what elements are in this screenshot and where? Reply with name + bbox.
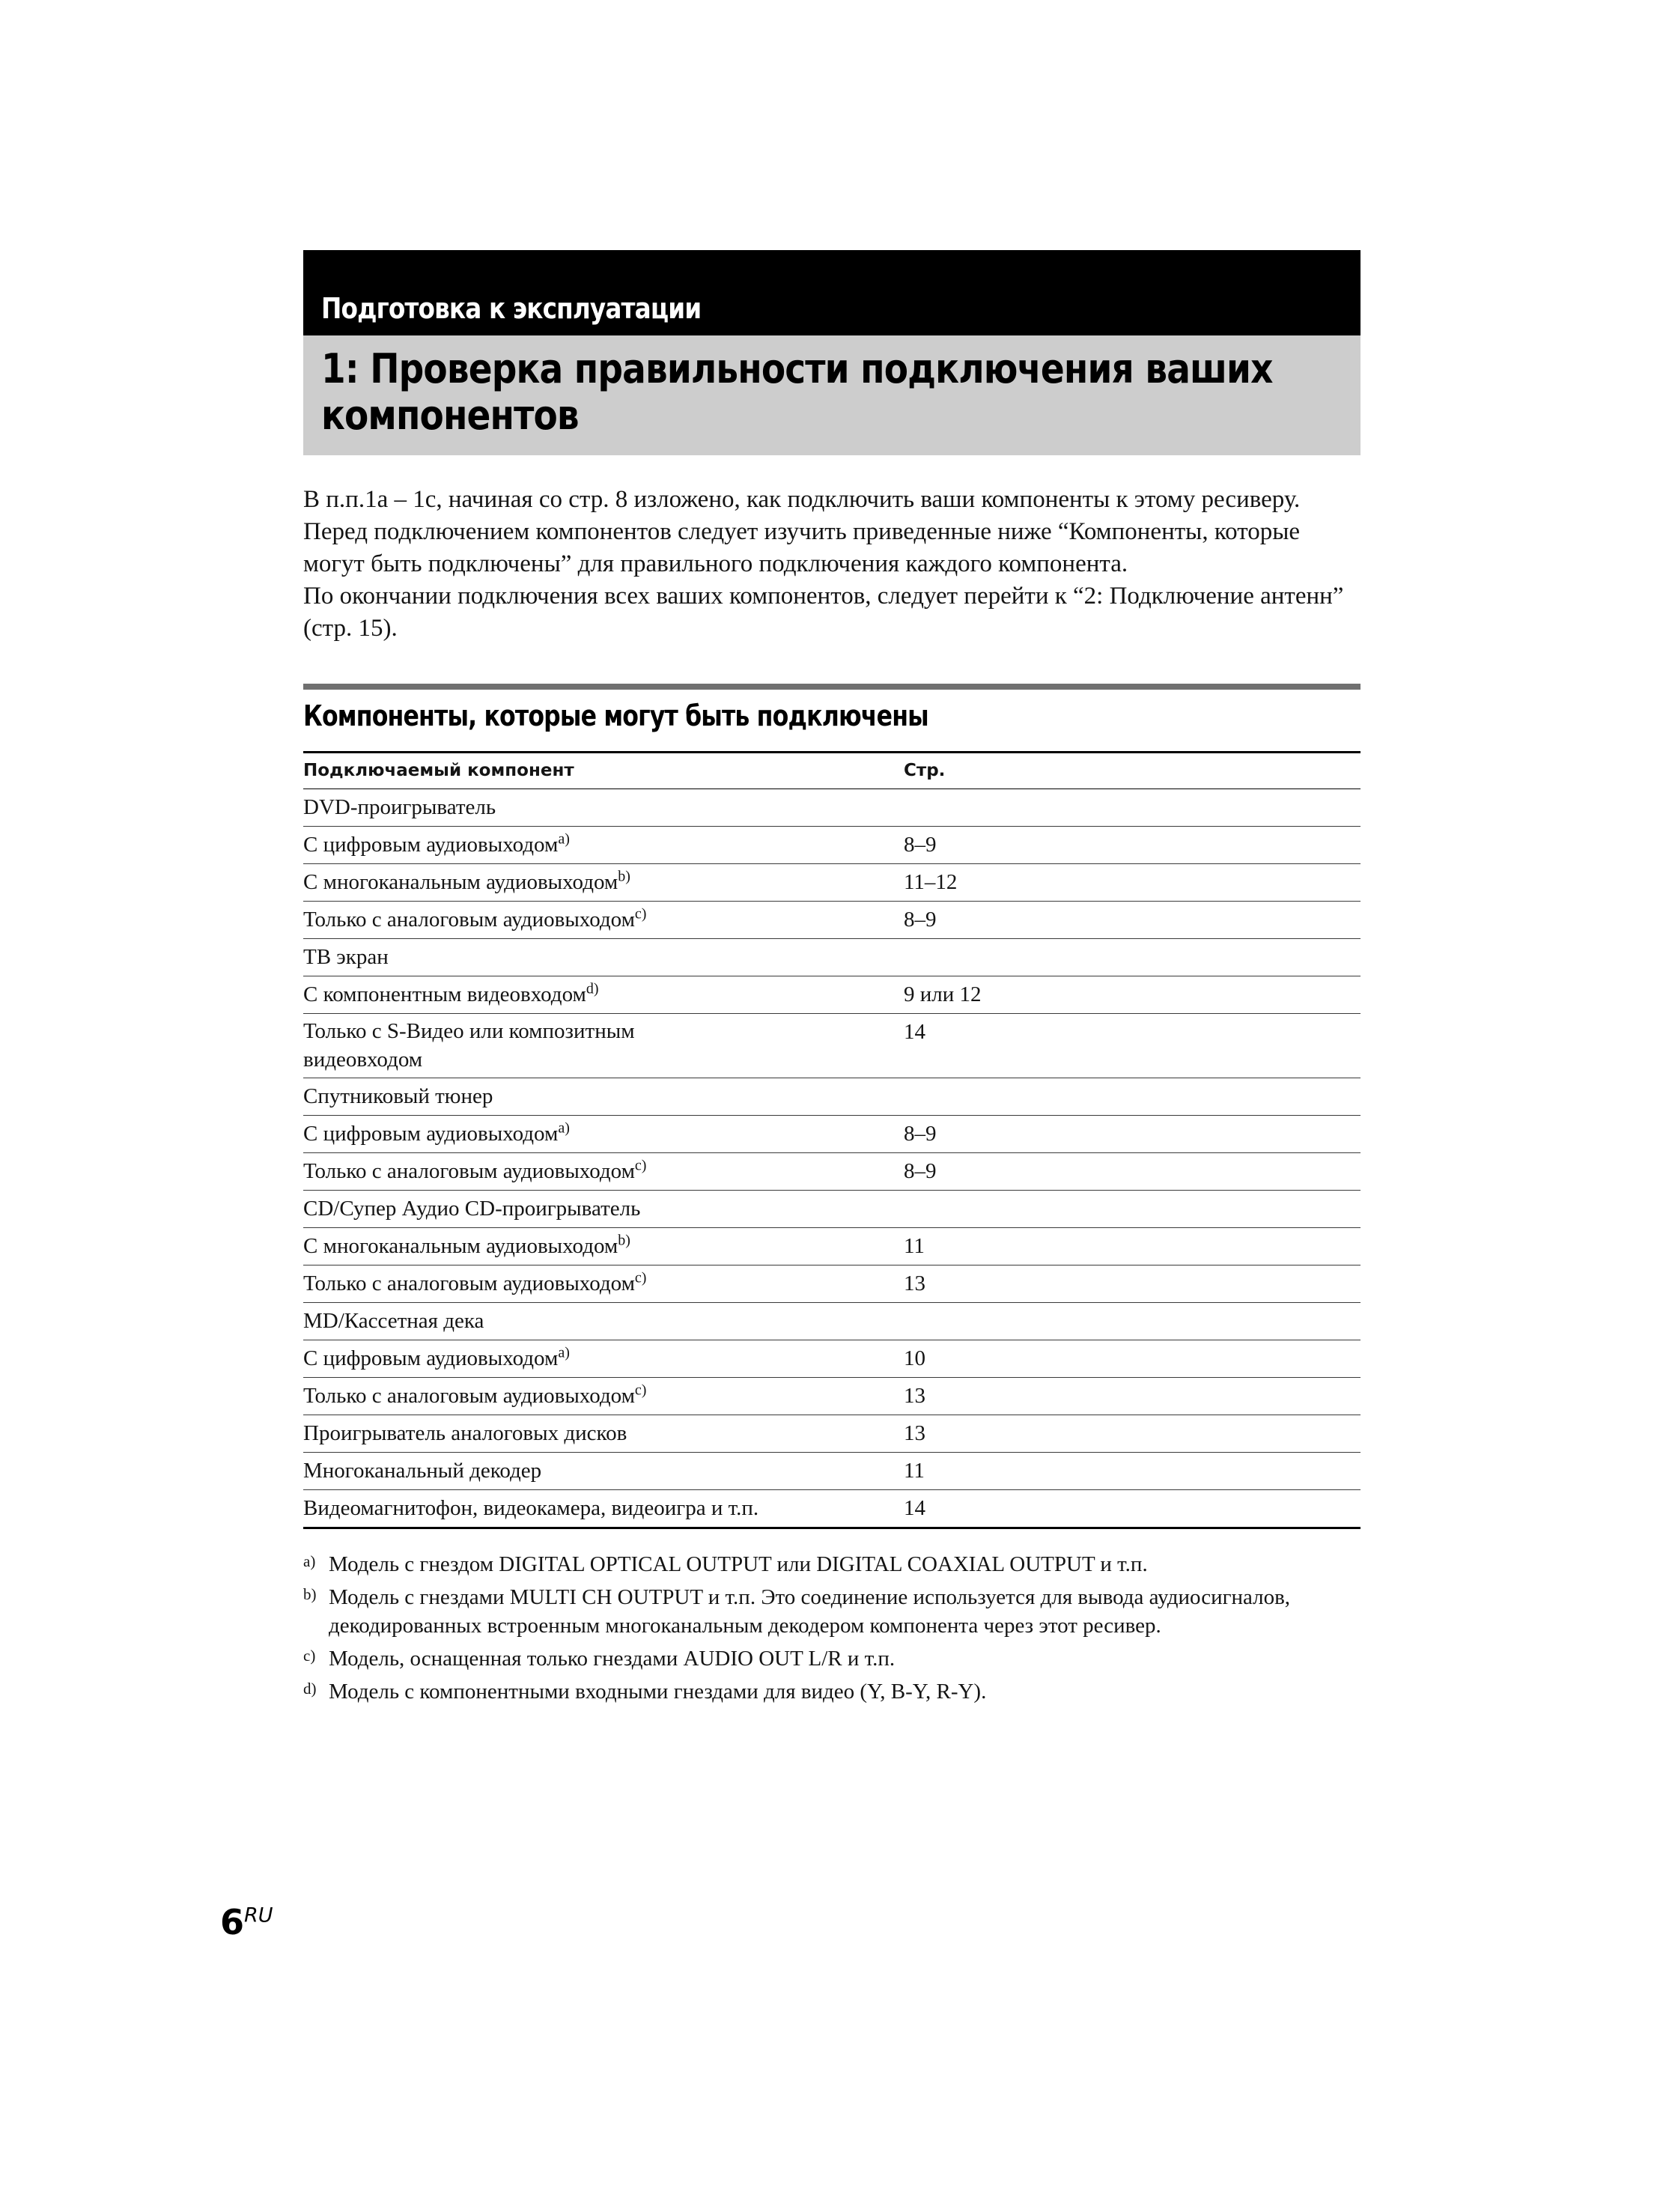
row-page: 8–9 [904, 1153, 1361, 1191]
row-label: Проигрыватель аналоговых дисков [303, 1415, 904, 1453]
table-row [303, 864, 1361, 902]
row-page: 8–9 [904, 827, 1361, 864]
row-page [904, 939, 1361, 976]
row-label: Только с аналоговым аудиовыходом$^{c)}$ [303, 1153, 904, 1191]
row-page [904, 1078, 1361, 1116]
table-row [303, 1453, 1361, 1490]
row-label: CD/Супер Аудио CD-проигрыватель [303, 1191, 904, 1228]
section-header-bar [303, 250, 1361, 335]
row-label: С многоканальным аудиовыходом$^{b)}$ [303, 1228, 904, 1265]
row-label: С цифровым аудиовыходом$^{a)}$ [303, 827, 904, 864]
row-page: 11–12 [904, 864, 1361, 902]
row-page: 8–9 [904, 902, 1361, 939]
subsection-header [303, 684, 1361, 733]
row-label: С цифровым аудиовыходом$^{a)}$ [303, 1340, 904, 1378]
footnote-text: Модель с гнездом DIGITAL OPTICAL OUTPUT или DIGITAL COAXIAL OUTPUT и т.п. [329, 1552, 1148, 1576]
table-row [303, 1265, 1361, 1303]
table-row [303, 1490, 1361, 1528]
row-label: Спутниковый тюнер [303, 1078, 904, 1116]
footnote-mark: d) [303, 1680, 317, 1698]
row-page [904, 1303, 1361, 1340]
section-label: Подготовка к эксплуатации [321, 292, 702, 325]
footnote [303, 1550, 1361, 1579]
row-page: 13 [904, 1265, 1361, 1303]
row-label: С цифровым аудиовыходом$^{a)}$ [303, 1116, 904, 1153]
table-row [303, 1340, 1361, 1378]
row-label: Только с аналоговым аудиовыходом$^{c)}$ [303, 1378, 904, 1415]
row-label: Только с S-Видео или композитным видеовходом [303, 1014, 904, 1078]
footnote-ref: d) [586, 980, 599, 997]
table-row [303, 1228, 1361, 1265]
footnote-text: Модель с компонентными входными гнездами для видео (Y, B-Y, R-Y). [329, 1680, 987, 1704]
intro-text [303, 484, 1361, 645]
page-number-suffix: RU [244, 1903, 273, 1927]
row-label: С многоканальным аудиовыходом$^{b)}$ [303, 864, 904, 902]
intro-paragraph-1: В п.п.1a – 1c, начиная со стр. 8 изложено, как подключить ваши компоненты к этому ресиверу. Перед подключением компонентов следует изучить приведенные ниже “Компоненты, которые могут быть подключены” для правильного подключения каждого компонента. [303, 486, 1301, 577]
footnote [303, 1583, 1361, 1640]
footnote-mark: c) [303, 1647, 316, 1665]
column-header-page: Стр. [904, 753, 1361, 789]
footnote [303, 1644, 1361, 1673]
footnote-ref: b) [618, 1232, 630, 1249]
row-label: MD/Кассетная дека [303, 1303, 904, 1340]
components-table [303, 751, 1361, 1529]
footnote-ref: c) [634, 1157, 647, 1174]
footnote-text: Модель с гнездами MULTI CH OUTPUT и т.п. Это соединение используется для вывода аудиосигналов, декодированных встроенным многоканальным декодером компонента через этот ресивер. [329, 1585, 1291, 1638]
footnote-ref: b) [618, 868, 630, 885]
intro-paragraph-2: По окончании подключения всех ваших компонентов, следует перейти к “2: Подключение антенн” (стр. 15). [303, 583, 1344, 642]
footnote-ref: a) [558, 830, 570, 848]
row-label: ТВ экран [303, 939, 904, 976]
table-row [303, 1303, 1361, 1340]
footnotes [303, 1550, 1361, 1706]
subsection-title: Компоненты, которые могут быть подключены [303, 699, 928, 732]
row-page: 14 [904, 1014, 1361, 1078]
row-page: 11 [904, 1228, 1361, 1265]
row-label: С компонентным видеовходом$^{d)}$ [303, 976, 904, 1014]
row-page [904, 1191, 1361, 1228]
table-row [303, 939, 1361, 976]
row-page: 10 [904, 1340, 1361, 1378]
row-page: 13 [904, 1378, 1361, 1415]
footnote-ref: a) [558, 1119, 570, 1137]
table-header-row [303, 753, 1361, 789]
row-page: 9 или 12 [904, 976, 1361, 1014]
page-number-value: 6 [220, 1902, 245, 1942]
table-row [303, 1116, 1361, 1153]
page-content [303, 250, 1361, 1710]
table-row [303, 1415, 1361, 1453]
table-row [303, 1191, 1361, 1228]
footnote-ref: c) [634, 905, 647, 923]
table-row [303, 1378, 1361, 1415]
column-header-component: Подключаемый компонент [303, 753, 904, 789]
row-label: Только с аналоговым аудиовыходом$^{c)}$ [303, 1265, 904, 1303]
footnote-ref: a) [558, 1344, 570, 1361]
footnote-text: Модель, оснащенная только гнездами AUDIO OUT L/R и т.п. [329, 1647, 896, 1671]
footnote-ref: c) [634, 1382, 647, 1399]
table-row [303, 1078, 1361, 1116]
row-page: 14 [904, 1496, 925, 1520]
row-label: Только с аналоговым аудиовыходом$^{c)}$ [303, 902, 904, 939]
footnote [303, 1677, 1361, 1706]
footnote-ref: c) [634, 1269, 647, 1286]
row-page: 11 [904, 1453, 1361, 1490]
row-page: 13 [904, 1415, 1361, 1453]
row-label: Многоканальный декодер [303, 1453, 904, 1490]
chapter-title-bar [303, 335, 1361, 455]
chapter-title-line-2: компонентов [321, 392, 579, 439]
table-row [303, 827, 1361, 864]
table-row [303, 789, 1361, 827]
page-number [220, 1902, 273, 1942]
table-row [303, 976, 1361, 1014]
table-row [303, 1153, 1361, 1191]
table-row [303, 902, 1361, 939]
table-row [303, 1014, 1361, 1078]
footnote-mark: a) [303, 1552, 316, 1570]
chapter-title [321, 346, 1273, 439]
row-label: DVD-проигрыватель [303, 789, 904, 827]
row-page [904, 789, 1361, 827]
row-page: 8–9 [904, 1116, 1361, 1153]
chapter-title-line-1: 1: Проверка правильности подключения ваших [321, 345, 1273, 392]
row-label: Видеомагнитофон, видеокамера, видеоигра и т.п. [303, 1496, 759, 1520]
footnote-mark: b) [303, 1585, 317, 1603]
